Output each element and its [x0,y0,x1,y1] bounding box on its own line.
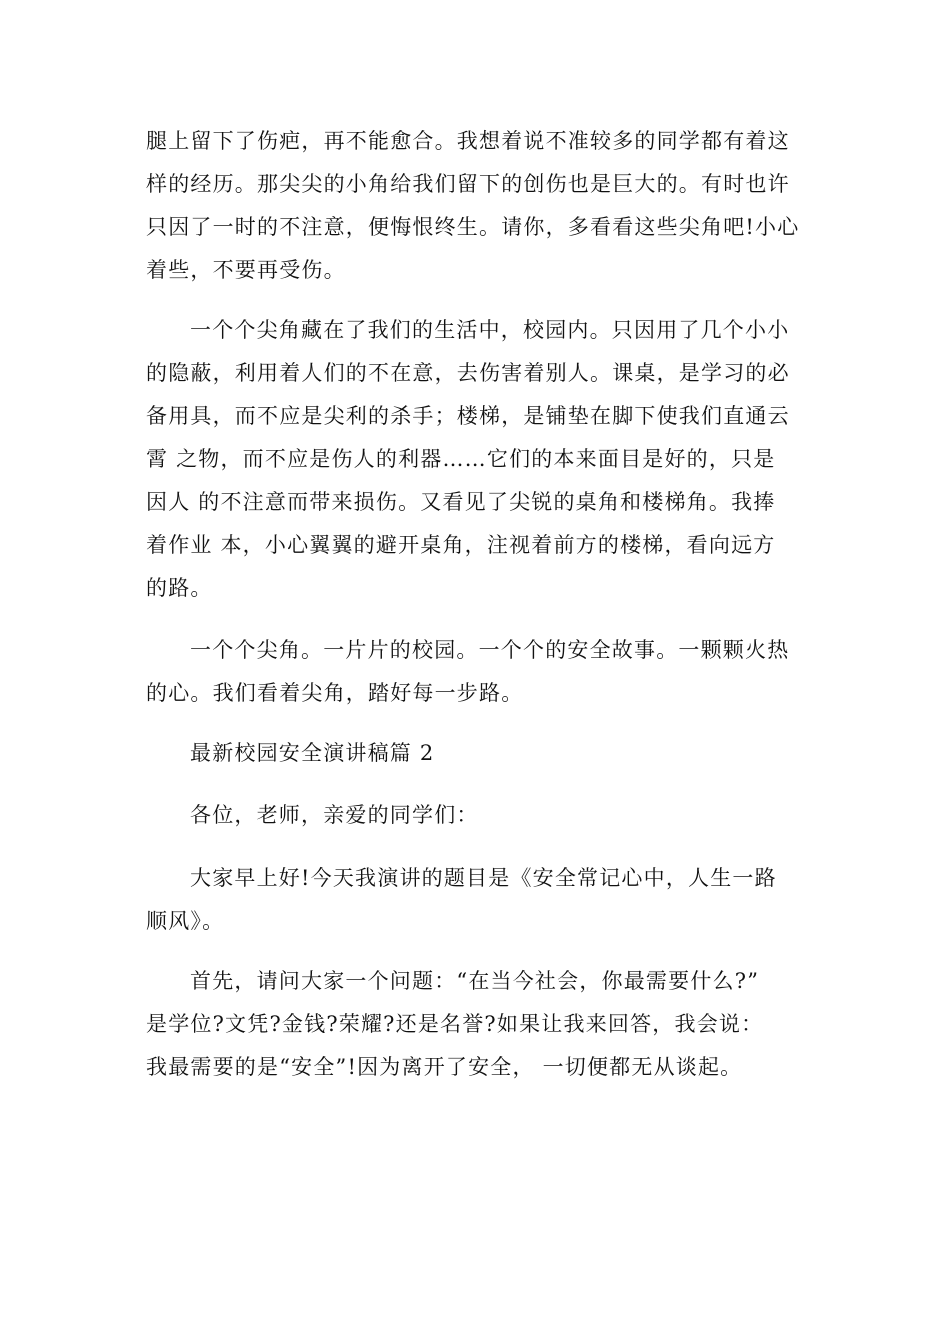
text-line: 一个个尖角藏在了我们的生活中，校园内。只因用了几个小小 [190,318,790,342]
text-line: 的路。 [146,576,213,600]
paragraph [146,857,806,943]
text-line: 只因了一时的不注意，便悔恨终生。请你，多看看这些尖角吧!小心 [146,215,800,239]
paragraph [146,960,806,1089]
text-line: 备用具，而不应是尖利的杀手；楼梯，是铺垫在脚下使我们直通云 [146,404,790,428]
salutation [146,794,806,837]
paragraph [146,120,806,292]
text-line: 着作业 本，小心翼翼的避开桌角，注视着前方的楼梯，看向远方 [146,533,776,557]
heading-text: 最新校园安全演讲稿篇 2 [190,741,435,765]
paragraph [146,629,806,715]
text-line: 的心。我们看着尖角，踏好每一步路。 [146,681,524,705]
text-line: 各位，老师，亲爱的同学们： [190,803,479,827]
text-line: 的隐蔽，利用着人们的不在意，去伤害着别人。课桌，是学习的必 [146,361,790,385]
text-line: 顺风》。 [146,909,225,933]
text-line: 着些，不要再受伤。 [146,258,346,282]
text-line: 因人 的不注意而带来损伤。又看见了尖锐的桌角和楼梯角。我捧 [146,490,776,514]
text-line: 一个个尖角。一片片的校园。一个个的安全故事。一颗颗火热 [190,638,790,662]
paragraph [146,309,806,610]
text-line: 是学位?文凭?金钱?荣耀?还是名誉?如果让我来回答，我会说： [146,1012,764,1036]
text-line: 腿上留下了伤疤，再不能愈合。我想着说不准较多的同学都有着这 [146,129,790,153]
section-heading [146,732,806,775]
text-line: 我最需要的是“安全”!因为离开了安全， 一切便都无从谈起。 [146,1055,743,1079]
text-line: 样的经历。那尖尖的小角给我们留下的创伤也是巨大的。有时也许 [146,172,790,196]
text-line: 首先，请问大家一个问题：“在当今社会，你最需要什么?” [190,969,760,993]
text-line: 霄 之物，而不应是伤人的利器……它们的本来面目是好的，只是 [146,447,776,471]
text-line: 大家早上好!今天我演讲的题目是《安全常记心中，人生一路 [190,866,777,890]
